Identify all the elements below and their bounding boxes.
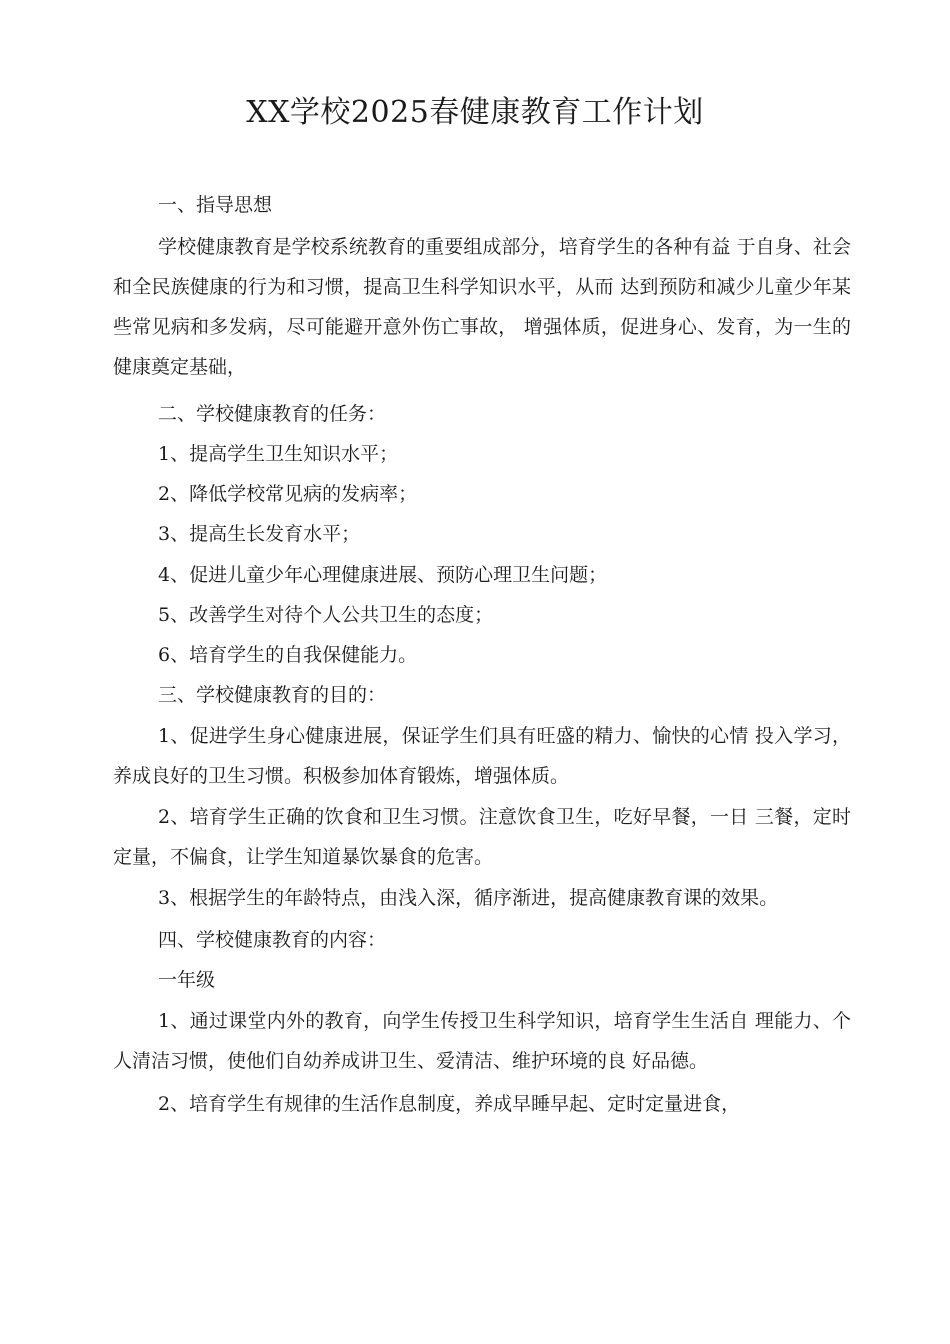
list-item-purpose-1: 1、促进学生身心健康进展，保证学生们具有旺盛的精力、愉快的心情 投入学习，养成良好的卫生习惯。积极参加体育锻炼，增强体质。: [113, 725, 851, 787]
document-title: XX学校2025春健康教育工作计划: [246, 95, 704, 130]
list-item-task-2: 2、降低学校常见病的发病率；: [158, 483, 418, 505]
paragraph-guiding-ideology: 学校健康教育是学校系统教育的重要组成部分，培育学生的各种有益 于自身、社会和全民族健康的行为和习惯，提高卫生科学知识水平，从而 达到预防和减少儿童少年某些常见病和多发病，尽可能避开意外伤亡事故， 增强体质，促进身心、发育，为一生的健康奠定基础，: [113, 236, 851, 378]
section-heading-content: 四、学校健康教育的内容：: [158, 929, 387, 951]
section-heading-purpose: 三、学校健康教育的目的：: [158, 684, 387, 706]
list-item-content-2: 2、培育学生有规律的生活作息制度，养成早睡早起、定时定量进食，: [158, 1093, 741, 1115]
list-item-purpose-3: 3、根据学生的年龄特点，由浅入深，循序渐进，提高健康教育课的效果。: [158, 887, 779, 909]
list-item-content-1: 1、通过课堂内外的教育，向学生传授卫生科学知识，培育学生生活自 理能力、个人清洁习惯，使他们自幼养成讲卫生、爱清洁、维护环境的良 好品德。: [113, 1010, 851, 1072]
list-item-task-3: 3、提高生长发育水平；: [158, 523, 361, 545]
section-heading-guiding-ideology: 一、指导思想: [158, 194, 273, 216]
subheading-grade-one: 一年级: [158, 969, 216, 991]
list-item-task-5: 5、改善学生对待个人公共卫生的态度；: [158, 604, 494, 626]
list-item-task-1: 1、提高学生卫生知识水平；: [158, 443, 399, 465]
document-body: [113, 185, 851, 1124]
list-item-task-4: 4、促进儿童少年心理健康进展、预防心理卫生问题；: [158, 564, 608, 586]
section-heading-tasks: 二、学校健康教育的任务：: [158, 403, 387, 425]
list-item-task-6: 6、培育学生的自我保健能力。: [158, 644, 418, 666]
list-item-purpose-2: 2、培育学生正确的饮食和卫生习惯。注意饮食卫生，吃好早餐，一日 三餐，定时定量，不偏食，让学生知道暴饮暴食的危害。: [113, 806, 851, 868]
